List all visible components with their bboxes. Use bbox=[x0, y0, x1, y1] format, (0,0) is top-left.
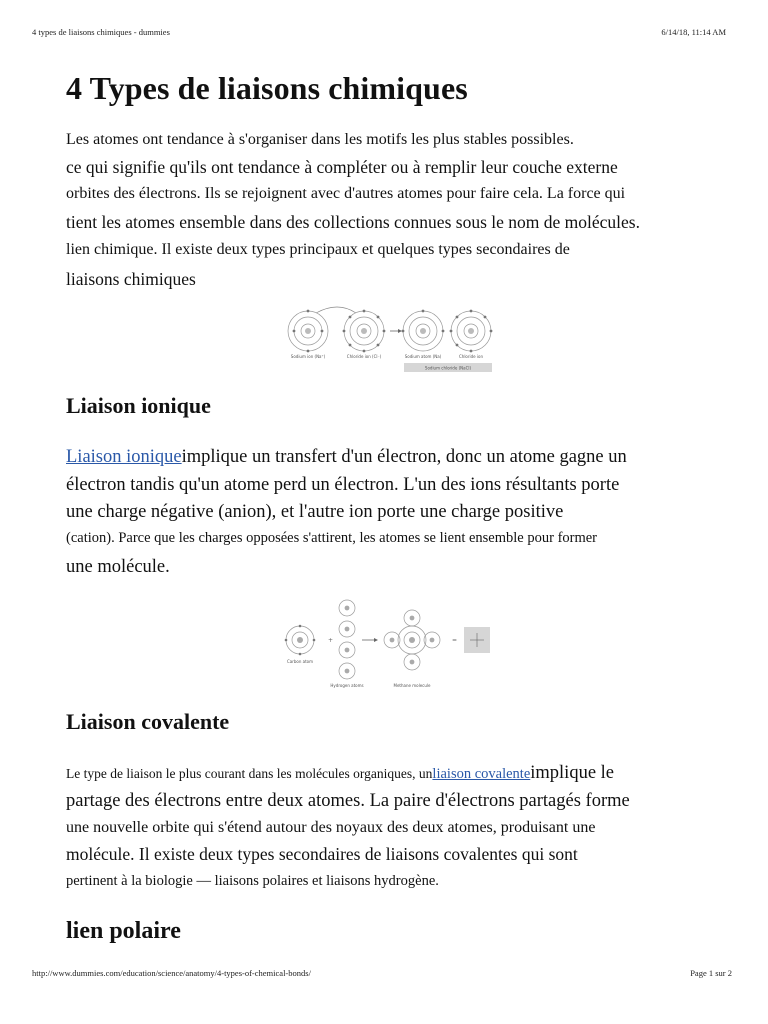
figure2-label: Carbon atom bbox=[286, 659, 314, 664]
page-title: 4 Types de liaisons chimiques bbox=[66, 70, 468, 106]
intro-line: lien chimique. Il existe deux types principaux et quelques types secondaires de bbox=[66, 241, 570, 258]
polar-section bbox=[66, 917, 181, 945]
intro-line: orbites des électrons. Ils se rejoignent avec d'autres atomes pour faire cela. La force qui bbox=[66, 185, 626, 202]
figure1-label: Sodium ion (Na⁺) bbox=[290, 354, 326, 359]
figure1-label: Chloride ion (Cl⁻) bbox=[346, 354, 382, 359]
svg-text:=: = bbox=[452, 637, 458, 644]
covalent-bond-figure bbox=[284, 597, 494, 691]
section-heading-polar: lien polaire bbox=[66, 918, 181, 944]
print-footer-page: Page 1 sur 2 bbox=[690, 968, 732, 978]
ionic-line-rest: implique un transfert d'un électron, donc un atome gagne un bbox=[181, 447, 627, 467]
svg-text:+: + bbox=[328, 637, 334, 644]
covalent-bond-link[interactable]: liaison covalente bbox=[432, 766, 531, 782]
covalent-line: partage des électrons entre deux atomes. La paire d'électrons partagés forme bbox=[66, 791, 630, 811]
intro-line: liaisons chimiques bbox=[66, 269, 196, 289]
intro-paragraph bbox=[66, 128, 726, 296]
intro-line: tient les atomes ensemble dans des collections connues sous le nom de molécules. bbox=[66, 212, 640, 232]
covalent-line-pre: Le type de liaison le plus courant dans les molécules organiques, un bbox=[66, 766, 433, 781]
covalent-line bbox=[66, 760, 746, 788]
covalent-line: molécule. Il existe deux types secondaires de liaisons covalentes qui sont bbox=[66, 844, 578, 864]
covalent-line: une nouvelle orbite qui s'étend autour des noyaux des deux atomes, produisant une bbox=[66, 819, 596, 836]
electron-transfer-arrow bbox=[316, 307, 356, 313]
print-header-datetime: 6/14/18, 11:14 AM bbox=[661, 27, 726, 37]
covalent-section bbox=[66, 708, 746, 893]
figure1-label: Chloride ion bbox=[458, 354, 484, 359]
intro-line: ce qui signifie qu'ils ont tendance à compléter ou à remplir leur couche externe bbox=[66, 157, 618, 177]
ionic-section bbox=[66, 392, 726, 584]
intro-line: Les atomes ont tendance à s'organiser dans les motifs les plus stables possibles. bbox=[66, 131, 574, 148]
covalent-line: pertinent à la biologie — liaisons polaires et liaisons hydrogène. bbox=[66, 873, 439, 889]
ionic-line: une charge négative (anion), et l'autre ion porte une charge positive bbox=[66, 502, 564, 522]
covalent-paragraph bbox=[66, 760, 746, 893]
section-heading-covalent: Liaison covalente bbox=[66, 709, 230, 734]
figure1-label: Sodium atom (Na) bbox=[404, 354, 442, 359]
print-header-title: 4 types de liaisons chimiques - dummies bbox=[32, 27, 170, 37]
ionic-paragraph bbox=[66, 444, 726, 584]
article bbox=[66, 68, 726, 296]
ionic-bond-link[interactable]: Liaison ionique bbox=[66, 447, 182, 467]
figure1-label: Sodium chloride (NaCl) bbox=[424, 365, 472, 371]
ionic-line bbox=[66, 444, 726, 471]
ionic-line: (cation). Parce que les charges opposées s'attirent, les atomes se lient ensemble pour former bbox=[66, 530, 598, 546]
print-footer-url: http://www.dummies.com/education/science/anatomy/4-types-of-chemical-bonds/ bbox=[32, 968, 311, 978]
figure2-label: Methane molecule bbox=[393, 683, 431, 688]
ionic-bond-figure bbox=[286, 305, 494, 375]
ionic-line: une molécule. bbox=[66, 557, 170, 577]
section-heading-ionic: Liaison ionique bbox=[66, 393, 211, 418]
figure2-label: Hydrogen atoms bbox=[330, 683, 364, 688]
ionic-line: électron tandis qu'un atome perd un électron. L'un des ions résultants porte bbox=[66, 475, 620, 495]
print-header bbox=[32, 27, 726, 39]
covalent-line-rest: implique le bbox=[530, 763, 615, 783]
